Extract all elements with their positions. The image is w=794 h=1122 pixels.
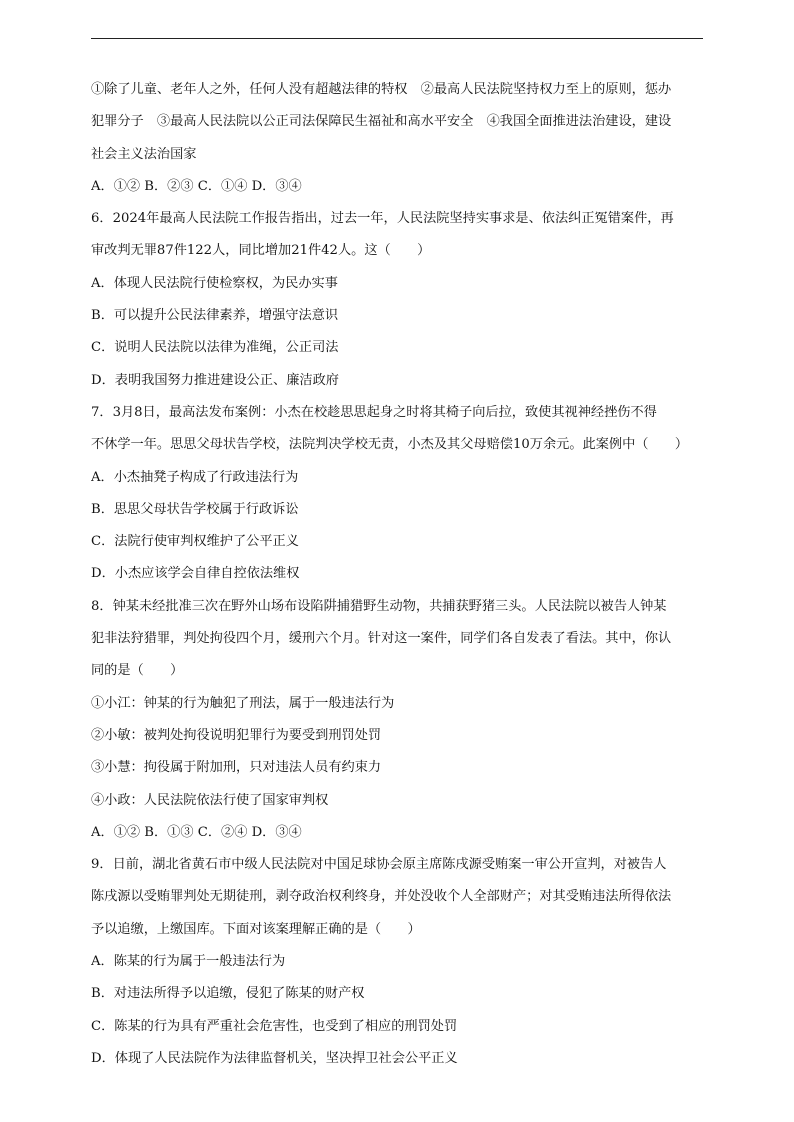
- q9-stem-line-1: 9．日前，湖北省黄石市中级人民法院对中国足球协会原主席陈戌源受贿案一审公开宣判，对被告人: [91, 857, 667, 873]
- q5-statements-line-2: 犯罪分子 ③最高人民法院以公正司法保障民生福祉和高水平安全 ④我国全面推进法治建设，建设: [91, 114, 672, 130]
- q5-statements-line-1: ①除了儿童、老年人之外，任何人没有超越法律的特权 ②最高人民法院坚持权力至上的原则，惩办: [91, 82, 672, 97]
- q8-opinion-1: ①小江：钟某的行为触犯了刑法，属于一般违法行为: [91, 695, 395, 711]
- q9-stem-line-3: 予以追缴，上缴国库。下面对该案理解正确的是（ ）: [91, 921, 421, 937]
- q6-option-a: A．体现人民法院行使检察权，为民办实事: [91, 275, 338, 291]
- exam-content: [91, 80, 703, 1081]
- q9-option-b: B．对违法所得予以追缴，侵犯了陈某的财产权: [91, 986, 365, 1002]
- q7-option-c: C．法院行使审判权维护了公平正义: [91, 534, 299, 550]
- question-5-continued: [91, 80, 703, 209]
- header-rule: [91, 38, 703, 39]
- q8-answer-options: A．①② B．①③ C．②④ D．③④: [91, 824, 302, 840]
- q8-stem-line-1: 8．钟某未经批准三次在野外山场布设陷阱捕猎野生动物，共捕获野猪三头。人民法院以被告人钟某: [91, 598, 667, 614]
- question-6: [91, 209, 703, 403]
- q7-option-d: D．小杰应该学会自律自控依法维权: [91, 566, 300, 582]
- q5-answer-options: A．①② B．②③ C．①④ D．③④: [91, 178, 302, 194]
- q8-opinion-4: ④小政：人民法院依法行使了国家审判权: [91, 792, 329, 808]
- q6-option-c: C．说明人民法院以法律为准绳，公正司法: [91, 340, 339, 356]
- question-8: [91, 597, 703, 855]
- question-7: [91, 403, 703, 597]
- q6-stem-line-1: 6．2024年最高人民法院工作报告指出，过去一年，人民法院坚持实事求是、依法纠正冤错案件，再: [91, 211, 674, 227]
- q8-stem-line-2: 犯非法狩猎罪，判处拘役四个月，缓刑六个月。针对这一案件，同学们各自发表了看法。其中，你认: [91, 631, 672, 647]
- q7-stem-line-1: 7．3月8日，最高法发布案例：小杰在校趁思思起身之时将其椅子向后拉，致使其视神经挫伤不得: [91, 404, 657, 420]
- q6-option-b: B．可以提升公民法律素养，增强守法意识: [91, 308, 339, 324]
- q9-option-c: C．陈某的行为具有严重社会危害性，也受到了相应的刑罚处罚: [91, 1018, 458, 1034]
- q8-opinion-2: ②小敏：被判处拘役说明犯罪行为要受到刑罚处罚: [91, 727, 382, 743]
- q6-stem-line-2: 审改判无罪87件122人，同比增加21件42人。这（ ）: [91, 243, 431, 259]
- q7-stem-line-2: 不休学一年。思思父母状告学校，法院判决学校无责，小杰及其父母赔偿10万余元。此案例中（ ）: [91, 437, 689, 453]
- q7-option-a: A．小杰抽凳子构成了行政违法行为: [91, 469, 299, 485]
- q9-option-a: A．陈某的行为属于一般违法行为: [91, 954, 286, 970]
- q8-opinion-3: ③小慧：拘役属于附加刑，只对违法人员有约束力: [91, 760, 382, 776]
- q7-option-b: B．思思父母状告学校属于行政诉讼: [91, 501, 299, 517]
- q9-stem-line-2: 陈戌源以受贿罪判处无期徒刑，剥夺政治权利终身，并处没收个人全部财产；对其受贿违法所得依法: [91, 889, 672, 905]
- q5-statements-line-3: 社会主义法治国家: [91, 146, 197, 162]
- q6-option-d: D．表明我国努力推进建设公正、廉洁政府: [91, 372, 339, 388]
- q8-stem-line-3: 同的是（ ）: [91, 663, 184, 679]
- q9-option-d: D．体现了人民法院作为法律监督机关，坚决捍卫社会公平正义: [91, 1050, 458, 1066]
- question-9: [91, 855, 703, 1081]
